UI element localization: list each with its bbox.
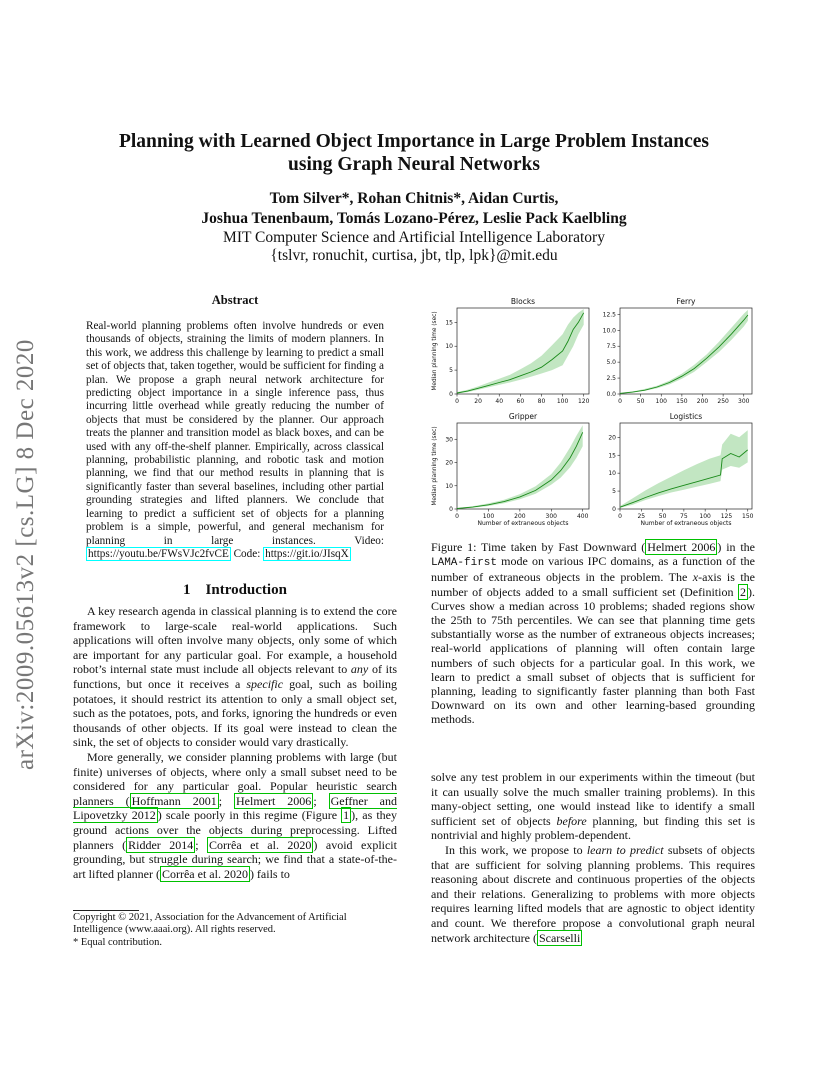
plot-logistics (608, 412, 753, 527)
y-tick-label: 10 (445, 343, 453, 351)
x-tick-label: 0 (455, 513, 459, 520)
percentile-band (620, 430, 748, 508)
plot-title: Blocks (510, 297, 536, 306)
text-run: ) in the (717, 540, 755, 554)
x-tick-label: 125 (720, 513, 733, 520)
text-run: solve any test problem in our experiments within the timeout (but it can usually solve the much smaller training problems). In this many-object setting, one would instead like to identify a small sufficient set of objects (431, 770, 755, 828)
x-tick-label: 400 (576, 513, 589, 520)
plot-title: Logistics (669, 412, 703, 421)
y-tick-label: 20 (445, 459, 453, 467)
x-tick-label: 0 (618, 513, 622, 520)
citation-link[interactable]: Corrêa et al. 2020 (161, 866, 248, 881)
citation-link[interactable]: Geffner and Lipovetzky 2012 (73, 793, 398, 823)
x-tick-label: 25 (637, 513, 646, 520)
intro-paragraph-2 (73, 750, 397, 881)
y-tick-label: 10 (608, 470, 616, 478)
citation-link[interactable]: Ridder 2014 (128, 837, 194, 852)
percentile-band (457, 309, 584, 394)
x-tick-label: 150 (742, 513, 754, 520)
y-tick-label: 0.0 (606, 391, 616, 398)
text-run: ). Curves show a median across 10 problems; shaded regions show the 25th to 75th percentiles. We can see that planning time gets substantially worse as the number of extraneous objects increases; real-world applications of planning will often contain large numbers of such objects for a particular goal. In this work, we learn to predict a small subset of objects that is sufficient for planning, leading to significantly faster planning than both Fast Downward on its own and other learning-based grounding methods. (431, 584, 755, 727)
x-axis-label: Number of extraneous objects (477, 520, 569, 527)
intro-body (73, 604, 397, 881)
x-tick-label: 80 (537, 398, 546, 405)
citation-link[interactable]: Helmert 2006 (647, 540, 716, 554)
affiliation-block (60, 229, 768, 265)
x-tick-label: 200 (514, 513, 526, 520)
emphasis: specific (246, 676, 284, 691)
y-tick-label: 15 (608, 452, 616, 460)
emphasis: before (556, 813, 587, 828)
text-run: of its functions, but once it receives a (73, 662, 397, 691)
abstract-heading: Abstract (211, 293, 259, 307)
plot-frame (620, 308, 752, 394)
x-tick-label: 0 (618, 398, 622, 405)
text-run: ) avoid explicit grounding, but struggle during search; we find that a state-of-the-art lifted planner ( (73, 837, 397, 881)
x-tick-label: 300 (545, 513, 558, 520)
figure-1 (425, 288, 765, 528)
x-tick-label: 150 (676, 398, 688, 405)
x-tick-label: 100 (556, 398, 569, 405)
footnote (73, 912, 397, 949)
y-tick-label: 7.5 (606, 343, 616, 351)
x-tick-label: 100 (482, 513, 495, 520)
text-run: mode on various IPC domains, as a function of the number of extraneous objects in the problem. The (431, 554, 755, 585)
copyright-note: Copyright © 2021, Association for the Advancement of Artificial Intelligence (www.aaai.org). All rights reserved. (73, 912, 347, 936)
plot-title: Ferry (676, 297, 696, 306)
x-tick-label: 20 (474, 398, 482, 405)
text-run: ) fails to (249, 866, 290, 881)
text-run: ), as they ground actions over the objects during preprocessing. Lifted planners ( (73, 808, 398, 852)
y-tick-label: 10.0 (602, 327, 616, 335)
intro-paragraph-1 (73, 604, 397, 750)
text-run: goal, such as boiling potatoes, it should restrict its attention to only a small object set, such as the potatoes, pots, and forks, ignoring the hundreds or even thousands of other objects. If its goal were instead to clean the sink, the set of objects to consider would vary drastically. (73, 676, 397, 750)
right-paragraph-2 (431, 843, 755, 945)
y-tick-label: 2.5 (606, 375, 616, 383)
abstract-body (86, 320, 384, 561)
plot-blocks (432, 297, 590, 405)
right-column-body (431, 770, 755, 945)
plot-ferry (603, 297, 752, 405)
y-axis-label: Median planning time (sec) (432, 311, 438, 391)
affiliation: MIT Computer Science and Artificial Intelligence Laboratory (223, 229, 605, 246)
text-run: ) scale poorly in this regime (Figure (157, 808, 342, 823)
text-run: More generally, we consider planning problems with large (but finite) universes of objects, where only a small subset need to be considered for any particular goal. Popular heuristic search planners ( (73, 749, 397, 808)
citation-link[interactable]: Helmert 2006 (236, 793, 312, 808)
figure-ref-link[interactable]: 1 (343, 808, 350, 823)
y-tick-label: 0 (449, 391, 453, 398)
emphasis: any (350, 662, 369, 677)
plot-title: Gripper (508, 412, 538, 421)
x-tick-label: 300 (738, 398, 750, 405)
text-run: ; (313, 793, 329, 808)
x-tick-label: 50 (658, 513, 667, 520)
authors-line-1: Tom Silver*, Rohan Chitnis*, Aidan Curtis, (269, 190, 559, 207)
intro-heading: 1 Introduction (183, 582, 287, 598)
figure-caption (431, 540, 755, 727)
y-tick-label: 5 (612, 488, 616, 496)
x-tick-label: 250 (717, 398, 729, 405)
abstract-text: Real-world planning problems often involve hundreds or even thousands of objects, straining the limits of modern planners. In this work, we address this challenge by learning to predict a small set of objects that, taken together, would be sufficient for finding a plan. We propose a graph neural network architecture for predicting object importance in a single inference pass, thus incurring little overhead while greatly reducing the number of objects that must be considered by the planner. Our approach treats the planner and transition model as black boxes, and can be used with any off-the-shelf planner. Empirically, across classical planning, probabilistic planning, and robotic task and motion planning, we find that our method results in planning that is significantly faster than several baselines, including other partial grounding strategies and lifted planners. We conclude that learning to predict a sufficient set of objects for a planning problem is a simple, powerful, and general mechanism for planning in large instances. Video: (86, 320, 384, 547)
author-list (60, 189, 768, 229)
y-tick-label: 10 (445, 482, 453, 490)
video-link[interactable]: https://youtu.be/FWsVJc2fvCE (88, 547, 229, 560)
equal-contribution-note: * Equal contribution. (73, 936, 162, 948)
x-tick-label: 120 (577, 398, 590, 405)
x-tick-label: 200 (696, 398, 709, 405)
text-run: Figure 1: Time taken by Fast Downward ( (431, 540, 646, 554)
x-tick-label: 100 (699, 513, 711, 520)
plot-gripper (432, 412, 589, 527)
code-link[interactable]: https://git.io/JIsqX (265, 547, 349, 560)
text-run: planning, but finding this set is nontrivial and highly problem-dependent. (431, 813, 755, 843)
text-run: -axis is the number of objects added to a small sufficient set (Definition (431, 570, 755, 599)
emphasis: learn to predict (586, 842, 664, 857)
x-tick-label: 40 (495, 398, 504, 405)
x-tick-label: 100 (655, 398, 667, 405)
authors-line-2: Joshua Tenenbaum, Tomás Lozano-Pérez, Leslie Pack Kaelbling (201, 210, 627, 227)
x-tick-label: 50 (636, 398, 645, 405)
y-tick-label: 30 (445, 436, 453, 444)
x-tick-label: 0 (455, 398, 459, 405)
paper-title (60, 130, 768, 176)
citation-link[interactable]: Corrêa et al. 2020 (209, 837, 312, 852)
title-line-1: Planning with Learned Object Importance in Large Problem Instances (118, 131, 710, 152)
emails: {tslvr, ronuchit, curtisa, jbt, tlp, lpk}@mit.edu (270, 247, 558, 264)
x-axis-label: Number of extraneous objects (640, 520, 732, 527)
y-tick-label: 20 (608, 434, 616, 442)
y-tick-label: 0 (612, 506, 616, 513)
y-tick-label: 5.0 (606, 359, 616, 367)
text-run: A key research agenda in classical planning is to extend the core framework to large-scale real-world applications. Such applications will often involve many objects, only some of which are important for any particular goal. For example, a household robot’s internal state must include all objects relevant to (73, 604, 397, 677)
footnote-rule (73, 910, 139, 911)
citation-link[interactable]: Hoffmann 2001 (131, 793, 217, 808)
definition-ref-link[interactable]: 2 (740, 584, 746, 599)
x-tick-label: 75 (680, 513, 688, 520)
median-line (620, 315, 748, 393)
text-run: ; (218, 793, 235, 808)
y-tick-label: 0 (449, 506, 453, 513)
code-label: Code: (233, 547, 261, 560)
x-tick-label: 60 (516, 398, 525, 405)
percentile-band (620, 310, 748, 394)
y-tick-label: 15 (445, 319, 453, 327)
right-paragraph-1 (431, 770, 755, 843)
math-var: x (692, 570, 699, 585)
y-axis-label: Median planning time (sec) (432, 426, 438, 506)
y-tick-label: 12.5 (602, 311, 616, 319)
y-tick-label: 5 (449, 367, 453, 375)
citation-link[interactable]: Scarselli (538, 930, 581, 945)
text-run: In this work, we propose to (445, 842, 587, 857)
mode-name: LAMA-first (431, 557, 498, 570)
text-run: subsets of objects that are sufficient for solving planning problems. This requires reasoning about discrete and continuous properties of the objects and their relations. Generalizing to problems with more objects requires learning lifted models that are agnostic to object identity and count. We therefore propose a convolutional graph neural network architecture ( (431, 842, 755, 945)
title-line-2: using Graph Neural Networks (288, 154, 540, 175)
text-run: ; (195, 837, 208, 852)
arxiv-stamp: arXiv:2009.05613v2 [cs.LG] 8 Dec 2020 (12, 339, 39, 770)
